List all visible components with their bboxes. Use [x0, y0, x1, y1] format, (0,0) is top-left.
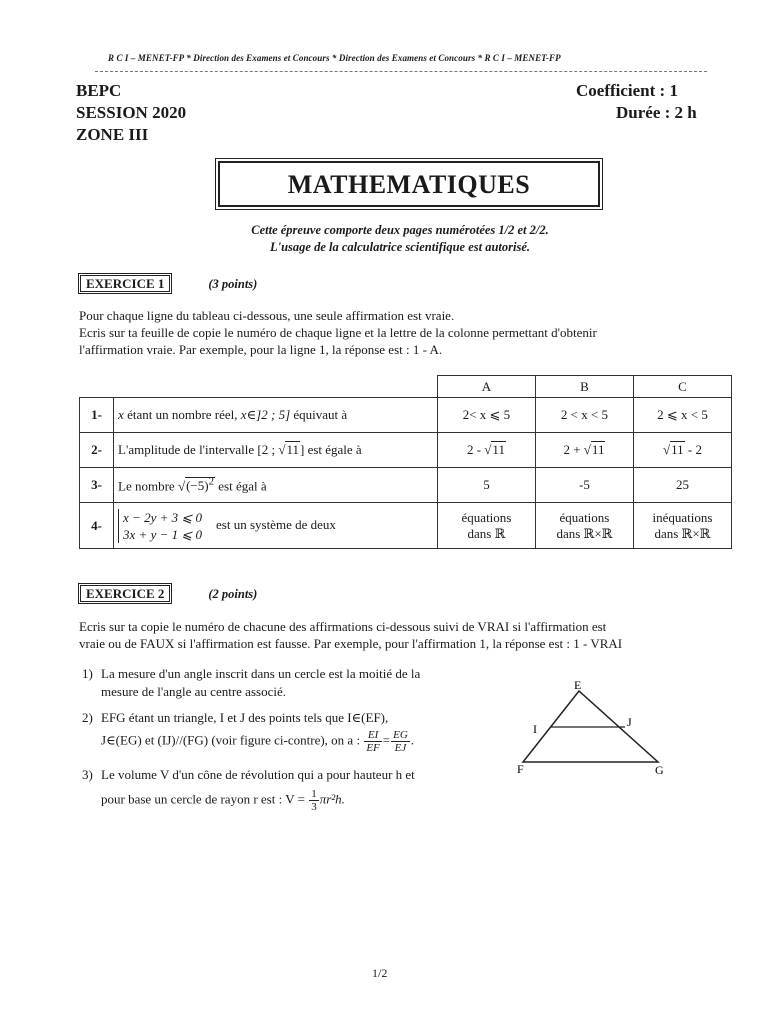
sqrt: √11: [662, 442, 684, 457]
option-b: [535, 503, 633, 549]
coefficient: Coefficient : 1: [576, 81, 678, 100]
row-number: 1-: [80, 398, 114, 433]
numerator: EG: [393, 729, 408, 741]
affirmation-line: Le volume V d'un cône de révolution qui a pour hauteur h et: [101, 767, 415, 782]
exam-name: BEPC: [76, 81, 122, 100]
affirmation-line: EFG étant un triangle, I et J des points tels que I∈(EF),: [101, 710, 389, 725]
period: .: [410, 732, 415, 748]
fraction: [364, 729, 381, 754]
option-line: dans ℝ×ℝ: [556, 525, 613, 541]
blank-cell: [80, 376, 114, 398]
exam-session: SESSION 2020: [76, 103, 187, 122]
exercise-1-label: EXERCICE 1: [80, 275, 170, 292]
instruction-line: Ecris sur ta feuille de copie le numéro de chaque ligne et la lettre de la colonne permettant d'obtenir: [79, 325, 597, 340]
radicand: 11: [286, 442, 299, 457]
statement-part: x∈]2 ; 5]: [240, 407, 291, 422]
label-j: J: [627, 715, 632, 729]
row-statement: [114, 433, 438, 468]
table-row: [80, 398, 732, 433]
affirmation-2-number: 2): [82, 710, 93, 725]
affirmation-line: [101, 729, 501, 754]
duration: Durée : 2 h: [616, 103, 697, 122]
blank-cell: [114, 376, 438, 398]
statement-part: est un système de deux: [216, 516, 336, 532]
page-title: MATHEMATIQUES: [218, 161, 600, 207]
radicand-base: (−5): [186, 478, 209, 494]
radicand: 11: [671, 442, 684, 457]
table-row: [80, 433, 732, 468]
option-c: [633, 503, 731, 549]
sqrt: √11: [583, 442, 605, 457]
row-number: 2-: [80, 433, 114, 468]
option-line: équations: [559, 509, 610, 525]
intro-line-1: Cette épreuve comporte deux pages numérotées 1/2 et 2/2.: [251, 223, 549, 237]
option-text: 2 +: [563, 442, 584, 457]
affirmation-1: [101, 665, 491, 701]
fraction: [309, 788, 319, 813]
option-b: 2 < x < 5: [535, 398, 633, 433]
exercise-1-header: [80, 275, 257, 293]
column-header-c: C: [633, 376, 731, 398]
qcm-table: [79, 375, 732, 549]
statement-part: équivaut à: [290, 407, 348, 422]
triangle-figure: [505, 676, 685, 781]
option-b: -5: [535, 468, 633, 503]
affirmation-text: J∈(EG) et (IJ)//(FG) (voir figure ci-contre), on a :: [101, 732, 364, 748]
affirmation-line: mesure de l'angle au centre associé.: [101, 684, 286, 699]
fraction: [391, 729, 410, 754]
exercise-2-label: EXERCICE 2: [80, 585, 170, 602]
option-a: 2< x ⩽ 5: [437, 398, 535, 433]
statement-part: Le nombre: [118, 478, 178, 494]
affirmation-line: [101, 788, 501, 813]
column-header-b: B: [535, 376, 633, 398]
option-text: 2 -: [466, 442, 485, 457]
label-g: G: [655, 763, 664, 777]
numerator: 1: [311, 788, 317, 800]
option-text: - 2: [684, 442, 702, 457]
variable: x: [118, 407, 124, 422]
option-a: 5: [437, 468, 535, 503]
exercise-1-points: (3 points): [208, 277, 258, 291]
instruction-line: Ecris sur ta copie le numéro de chacune des affirmations ci-dessous suivi de VRAI si l'affirmation est: [79, 619, 607, 634]
sqrt: $√(-5)^2$: [177, 475, 215, 494]
statement-part: ] est égale à: [299, 442, 362, 457]
option-a: [437, 433, 535, 468]
table-header-row: [80, 376, 732, 398]
exercise-2-header: [80, 585, 257, 603]
exponent: 2: [208, 475, 215, 488]
equation-line: x − 2y + 3 ⩽ 0: [123, 509, 203, 525]
radicand: [185, 477, 215, 493]
option-line: équations: [461, 509, 512, 525]
affirmation-3-number: 3): [82, 767, 93, 782]
affirmation-3: [101, 766, 501, 813]
label-f: F: [517, 762, 524, 776]
statement-part: est égal à: [215, 478, 267, 494]
affirmation-2: [101, 709, 501, 754]
equation-system: [118, 509, 202, 543]
radicand: 11: [591, 442, 605, 457]
instruction-line: Pour chaque ligne du tableau ci-dessous, une seule affirmation est vraie.: [79, 308, 455, 323]
exam-zone: ZONE III: [76, 125, 149, 144]
option-c: 25: [633, 468, 731, 503]
statement-part: étant un nombre réel,: [123, 407, 241, 422]
instruction-line: l'affirmation vraie. Par exemple, pour la ligne 1, la réponse est : 1 - A.: [79, 342, 443, 357]
option-c: 2 ⩽ x < 5: [633, 398, 731, 433]
affirmation-text: pour base un cercle de rayon r est : V =: [101, 791, 309, 807]
affirmation-line: La mesure d'un angle inscrit dans un cercle est la moitié de la: [101, 666, 421, 681]
denominator: EJ: [394, 742, 407, 754]
exercise-1-instructions: [79, 307, 739, 358]
instruction-line: vraie ou de FAUX si l'affirmation est fausse. Par exemple, pour l'affirmation 1, la réponse est : 1 - VRAI: [79, 636, 623, 651]
exercise-2-instructions: [79, 618, 749, 652]
equation-line: 3x + y − 1 ⩽ 0: [123, 526, 203, 542]
row-number: 3-: [80, 468, 114, 503]
denominator: 3: [311, 801, 317, 813]
label-e: E: [574, 678, 582, 692]
intro-line-2: L'usage de la calculatrice scientifique est autorisé.: [269, 240, 531, 254]
header-banner: R C I – MENET-FP * Direction des Examens et Concours * Direction des Examens et Concours * R C I – MENET-FP: [108, 53, 561, 63]
option-line: dans ℝ: [467, 525, 506, 541]
option-line: dans ℝ×ℝ: [654, 525, 711, 541]
option-a: [437, 503, 535, 549]
table-row: [80, 503, 732, 549]
header-rule: [95, 71, 707, 72]
row-statement: [114, 503, 438, 549]
row-statement: [114, 468, 438, 503]
option-b: [535, 433, 633, 468]
sqrt: √11: [484, 442, 505, 457]
sqrt: √11: [278, 442, 299, 457]
formula-end: πr²h.: [319, 791, 345, 807]
page-number: 1/2: [372, 966, 388, 980]
affirmation-1-number: 1): [82, 666, 93, 681]
label-i: I: [533, 722, 537, 736]
row-statement: [114, 398, 438, 433]
numerator: EI: [364, 729, 381, 742]
radicand: 11: [492, 442, 505, 457]
table-row: [80, 468, 732, 503]
column-header-a: A: [437, 376, 535, 398]
option-line: inéquations: [652, 509, 713, 525]
exam-intro: [150, 222, 650, 256]
statement-part: L'amplitude de l'intervalle [2 ;: [118, 442, 279, 457]
denominator: EF: [366, 742, 380, 754]
equals-sign: =: [382, 732, 391, 748]
row-number: 4-: [80, 503, 114, 549]
option-c: [633, 433, 731, 468]
exercise-2-points: (2 points): [208, 587, 258, 601]
